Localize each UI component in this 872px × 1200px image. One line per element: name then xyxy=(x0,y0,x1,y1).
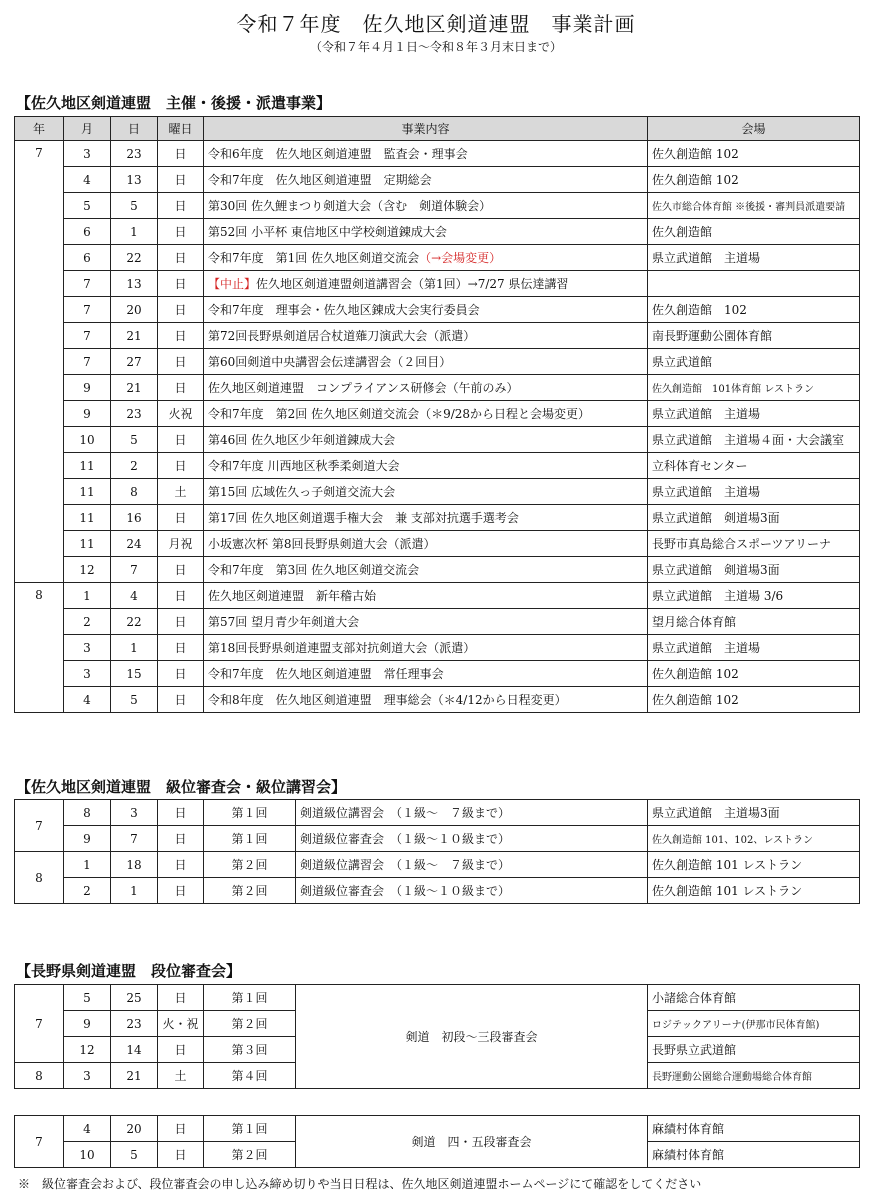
month-cell: 3 xyxy=(64,661,111,687)
day-cell: 20 xyxy=(111,297,158,323)
weekday-cell: 火祝 xyxy=(158,401,204,427)
day-cell: 1 xyxy=(111,878,158,904)
event-text: 令和6年度 佐久地区剣道連盟 監査会・理事会 xyxy=(208,147,468,161)
month-cell: 1 xyxy=(64,852,111,878)
venue-cell: 県立武道館 主道場４面・大会議室 xyxy=(648,427,860,453)
venue-cell: ロジテックアリーナ(伊那市民体育館) xyxy=(648,1011,860,1037)
event-text: 第17回 佐久地区剣道選手権大会 兼 支部対抗選手選考会 xyxy=(208,511,519,525)
event-cell xyxy=(204,661,648,687)
day-cell: 7 xyxy=(111,826,158,852)
event-text: 第46回 佐久地区少年剣道錬成大会 xyxy=(208,433,396,447)
month-cell: 12 xyxy=(64,1037,111,1063)
round-cell: 第２回 xyxy=(204,1011,296,1037)
weekday-cell: 日 xyxy=(158,349,204,375)
month-cell: 9 xyxy=(64,401,111,427)
event-cell xyxy=(204,505,648,531)
venue-cell: 佐久創造館 xyxy=(648,219,860,245)
month-cell: 4 xyxy=(64,1116,111,1142)
section-heading-kyu: 【佐久地区剣道連盟 級位審査会・級位講習会】 xyxy=(16,778,347,796)
col-header-weekday: 曜日 xyxy=(158,117,204,141)
event-cell xyxy=(204,375,648,401)
day-cell: 15 xyxy=(111,661,158,687)
weekday-cell: 日 xyxy=(158,453,204,479)
weekday-cell: 日 xyxy=(158,826,204,852)
weekday-cell: 日 xyxy=(158,271,204,297)
day-cell: 16 xyxy=(111,505,158,531)
month-cell: 5 xyxy=(64,193,111,219)
month-cell: 6 xyxy=(64,245,111,271)
venue-cell: 望月総合体育館 xyxy=(648,609,860,635)
table-row xyxy=(15,141,860,167)
day-cell: 5 xyxy=(111,427,158,453)
venue-cell: 佐久創造館 102 xyxy=(648,297,860,323)
month-cell: 2 xyxy=(64,878,111,904)
table-row xyxy=(15,852,860,878)
col-header-year: 年 xyxy=(15,117,64,141)
year-cell: 8 xyxy=(15,852,64,904)
event-cell xyxy=(204,583,648,609)
day-cell: 4 xyxy=(111,583,158,609)
event-text: 第18回長野県剣道連盟支部対抗剣道大会（派遣） xyxy=(208,641,476,655)
table-row xyxy=(15,375,860,401)
event-text: 令和7年度 第3回 佐久地区剣道交流会 xyxy=(208,563,420,577)
event-cell xyxy=(204,167,648,193)
year-cell: 7 xyxy=(15,800,64,852)
event-text: 第60回剣道中央講習会伝達講習会（２回目） xyxy=(208,355,452,369)
dan-table-a-body xyxy=(15,985,860,1089)
venue-change-note: （→会場変更） xyxy=(419,251,502,265)
event-cell xyxy=(204,141,648,167)
event-text: 佐久地区剣道連盟 新年稽古始 xyxy=(208,589,377,603)
day-cell: 25 xyxy=(111,985,158,1011)
col-header-venue: 会場 xyxy=(648,117,860,141)
round-cell: 第４回 xyxy=(204,1063,296,1089)
day-cell: 21 xyxy=(111,1063,158,1089)
day-cell: 22 xyxy=(111,609,158,635)
event-cell xyxy=(204,401,648,427)
month-cell: 10 xyxy=(64,1142,111,1168)
day-cell: 20 xyxy=(111,1116,158,1142)
col-header-day: 日 xyxy=(111,117,158,141)
weekday-cell: 日 xyxy=(158,583,204,609)
month-cell: 11 xyxy=(64,531,111,557)
event-cell xyxy=(204,557,648,583)
month-cell: 7 xyxy=(64,297,111,323)
day-cell: 5 xyxy=(111,193,158,219)
event-cell xyxy=(204,609,648,635)
cancelled-label: 【中止】 xyxy=(208,277,257,291)
day-cell: 5 xyxy=(111,1142,158,1168)
year-cell: 7 xyxy=(15,985,64,1063)
month-cell: 2 xyxy=(64,609,111,635)
weekday-cell: 日 xyxy=(158,167,204,193)
round-cell: 第１回 xyxy=(204,1116,296,1142)
month-cell: 9 xyxy=(64,826,111,852)
table-row xyxy=(15,193,860,219)
round-cell: 第１回 xyxy=(204,826,296,852)
event-cell: 剣道級位講習会 （１級～ ７級まで） xyxy=(296,852,648,878)
month-cell: 11 xyxy=(64,453,111,479)
weekday-cell: 日 xyxy=(158,1037,204,1063)
day-cell: 21 xyxy=(111,375,158,401)
venue-cell: 佐久創造館 102 xyxy=(648,661,860,687)
table-row xyxy=(15,583,860,609)
event-cell xyxy=(204,349,648,375)
dan-table-a xyxy=(14,984,860,1089)
event-text: 佐久地区剣道連盟 コンプライアンス研修会（午前のみ） xyxy=(208,381,519,395)
round-cell: 第１回 xyxy=(204,800,296,826)
venue-cell: 長野県立武道館 xyxy=(648,1037,860,1063)
month-cell: 4 xyxy=(64,167,111,193)
table-row xyxy=(15,985,860,1011)
month-cell: 1 xyxy=(64,583,111,609)
event-text: 令和7年度 第1回 佐久地区剣道交流会 xyxy=(208,251,420,265)
venue-cell: 県立武道館 剣道場3面 xyxy=(648,557,860,583)
month-cell: 7 xyxy=(64,349,111,375)
day-cell: 18 xyxy=(111,852,158,878)
round-cell: 第３回 xyxy=(204,1037,296,1063)
event-cell xyxy=(204,687,648,713)
table-row xyxy=(15,479,860,505)
venue-cell: 佐久創造館 101 レストラン xyxy=(648,878,860,904)
day-cell: 7 xyxy=(111,557,158,583)
month-cell: 8 xyxy=(64,800,111,826)
event-cell xyxy=(204,427,648,453)
venue-cell: 佐久創造館 102 xyxy=(648,167,860,193)
event-text: 令和7年度 川西地区秋季柔剣道大会 xyxy=(208,459,400,473)
table-row xyxy=(15,505,860,531)
event-cell: 剣道級位講習会 （１級～ ７級まで） xyxy=(296,800,648,826)
month-cell: 5 xyxy=(64,985,111,1011)
venue-cell: 県立武道館 主道場 xyxy=(648,479,860,505)
event-text: 第52回 小平杯 東信地区中学校剣道錬成大会 xyxy=(208,225,447,239)
month-cell: 9 xyxy=(64,1011,111,1037)
event-text: 小坂憲次杯 第8回長野県剣道大会（派遣） xyxy=(208,537,436,551)
event-cell xyxy=(204,245,648,271)
month-cell: 3 xyxy=(64,1063,111,1089)
weekday-cell: 日 xyxy=(158,635,204,661)
venue-cell xyxy=(648,271,860,297)
venue-cell: 佐久市総合体育館 ※後援・審判員派遣要請 xyxy=(648,193,860,219)
weekday-cell: 日 xyxy=(158,1116,204,1142)
weekday-cell: 土 xyxy=(158,479,204,505)
day-cell: 3 xyxy=(111,800,158,826)
page-title: 令和７年度 佐久地区剣道連盟 事業計画 xyxy=(236,12,636,36)
day-cell: 23 xyxy=(111,1011,158,1037)
event-text: 令和7年度 佐久地区剣道連盟 定期総会 xyxy=(208,173,432,187)
table-row xyxy=(15,826,860,852)
page-subtitle: （令和７年４月１日～令和８年３月末日まで） xyxy=(309,40,562,54)
year-cell: 8 xyxy=(15,583,64,713)
weekday-cell: 月祝 xyxy=(158,531,204,557)
table-row xyxy=(15,557,860,583)
day-cell: 8 xyxy=(111,479,158,505)
venue-cell: 県立武道館 剣道場3面 xyxy=(648,505,860,531)
table-row xyxy=(15,661,860,687)
weekday-cell: 日 xyxy=(158,323,204,349)
event-text: 第57回 望月青少年剣道大会 xyxy=(208,615,360,629)
round-cell: 第２回 xyxy=(204,852,296,878)
table-row xyxy=(15,1116,860,1142)
day-cell: 13 xyxy=(111,271,158,297)
event-cell xyxy=(204,453,648,479)
weekday-cell: 火・祝 xyxy=(158,1011,204,1037)
month-cell: 7 xyxy=(64,271,111,297)
table-row xyxy=(15,167,860,193)
venue-cell: 佐久創造館 101、102、レストラン xyxy=(648,826,860,852)
weekday-cell: 日 xyxy=(158,852,204,878)
round-cell: 第１回 xyxy=(204,985,296,1011)
weekday-cell: 日 xyxy=(158,427,204,453)
year-cell: 7 xyxy=(15,1116,64,1168)
event-text: 佐久地区剣道連盟剣道講習会（第1回）→7/27 県伝達講習 xyxy=(256,277,569,291)
day-cell: 13 xyxy=(111,167,158,193)
day-cell: 23 xyxy=(111,141,158,167)
venue-cell: 佐久創造館 102 xyxy=(648,687,860,713)
dan-table-b-body xyxy=(15,1116,860,1168)
event-cell xyxy=(204,635,648,661)
event-cell xyxy=(204,479,648,505)
month-cell: 6 xyxy=(64,219,111,245)
month-cell: 3 xyxy=(64,141,111,167)
event-text: 第72回長野県剣道居合杖道薙刀演武大会（派遣） xyxy=(208,329,476,343)
year-cell: 8 xyxy=(15,1063,64,1089)
table-row xyxy=(15,219,860,245)
year-cell: 7 xyxy=(15,141,64,583)
weekday-cell: 日 xyxy=(158,557,204,583)
event-cell: 剣道 四・五段審査会 xyxy=(296,1116,648,1168)
table-row xyxy=(15,323,860,349)
venue-cell: 佐久創造館 102 xyxy=(648,141,860,167)
table-row xyxy=(15,800,860,826)
round-cell: 第２回 xyxy=(204,1142,296,1168)
weekday-cell: 日 xyxy=(158,219,204,245)
weekday-cell: 日 xyxy=(158,878,204,904)
kyu-table-body xyxy=(15,800,860,904)
event-text: 第15回 広域佐久っ子剣道交流大会 xyxy=(208,485,396,499)
month-cell: 11 xyxy=(64,505,111,531)
weekday-cell: 日 xyxy=(158,141,204,167)
weekday-cell: 日 xyxy=(158,661,204,687)
venue-cell: 小諸総合体育館 xyxy=(648,985,860,1011)
month-cell: 4 xyxy=(64,687,111,713)
table-row xyxy=(15,427,860,453)
weekday-cell: 日 xyxy=(158,297,204,323)
event-cell xyxy=(204,297,648,323)
table-row xyxy=(15,453,860,479)
event-text: 令和7年度 理事会・佐久地区錬成大会実行委員会 xyxy=(208,303,480,317)
table-row xyxy=(15,271,860,297)
venue-cell: 長野運動公園総合運動場総合体育館 xyxy=(648,1063,860,1089)
venue-cell: 長野市真島総合スポーツアリーナ xyxy=(648,531,860,557)
col-header-month: 月 xyxy=(64,117,111,141)
day-cell: 21 xyxy=(111,323,158,349)
event-cell xyxy=(204,323,648,349)
venue-cell: 麻績村体育館 xyxy=(648,1142,860,1168)
event-text: 令和7年度 佐久地区剣道連盟 常任理事会 xyxy=(208,667,444,681)
col-header-event: 事業内容 xyxy=(204,117,648,141)
table-row xyxy=(15,635,860,661)
day-cell: 2 xyxy=(111,453,158,479)
month-cell: 12 xyxy=(64,557,111,583)
kyu-table xyxy=(14,799,860,904)
event-cell xyxy=(204,271,648,297)
weekday-cell: 土 xyxy=(158,1063,204,1089)
weekday-cell: 日 xyxy=(158,193,204,219)
day-cell: 14 xyxy=(111,1037,158,1063)
day-cell: 5 xyxy=(111,687,158,713)
event-cell: 剣道 初段～三段審査会 xyxy=(296,985,648,1089)
venue-cell: 佐久創造館 101 レストラン xyxy=(648,852,860,878)
month-cell: 9 xyxy=(64,375,111,401)
weekday-cell: 日 xyxy=(158,245,204,271)
event-cell xyxy=(204,531,648,557)
event-text: 第30回 佐久鯉まつり剣道大会（含む 剣道体験会） xyxy=(208,199,492,213)
weekday-cell: 日 xyxy=(158,505,204,531)
round-cell: 第２回 xyxy=(204,878,296,904)
day-cell: 1 xyxy=(111,635,158,661)
month-cell: 3 xyxy=(64,635,111,661)
table-row xyxy=(15,687,860,713)
events-table xyxy=(14,116,860,713)
month-cell: 10 xyxy=(64,427,111,453)
day-cell: 27 xyxy=(111,349,158,375)
table-row xyxy=(15,401,860,427)
weekday-cell: 日 xyxy=(158,609,204,635)
event-text: 令和7年度 第2回 佐久地区剣道交流会（＊9/28から日程と会場変更） xyxy=(208,407,591,421)
events-table-body xyxy=(15,141,860,713)
footer-note: ※ 級位審査会および、段位審査会の申し込み締め切りや当日日程は、佐久地区剣道連盟ホームページにて確認をしてください xyxy=(18,1177,702,1191)
day-cell: 24 xyxy=(111,531,158,557)
venue-cell: 県立武道館 主道場 xyxy=(648,635,860,661)
table-row xyxy=(15,609,860,635)
venue-cell: 佐久創造館 101体育館 レストラン xyxy=(648,375,860,401)
day-cell: 23 xyxy=(111,401,158,427)
weekday-cell: 日 xyxy=(158,687,204,713)
table-row xyxy=(15,531,860,557)
event-cell xyxy=(204,219,648,245)
weekday-cell: 日 xyxy=(158,800,204,826)
venue-cell: 県立武道館 xyxy=(648,349,860,375)
event-cell: 剣道級位審査会 （１級～１０級まで） xyxy=(296,878,648,904)
month-cell: 7 xyxy=(64,323,111,349)
dan-table-b xyxy=(14,1115,860,1168)
event-cell: 剣道級位審査会 （１級～１０級まで） xyxy=(296,826,648,852)
table-row xyxy=(15,245,860,271)
weekday-cell: 日 xyxy=(158,985,204,1011)
table-row xyxy=(15,297,860,323)
venue-cell: 県立武道館 主道場 xyxy=(648,401,860,427)
table-row xyxy=(15,878,860,904)
day-cell: 1 xyxy=(111,219,158,245)
venue-cell: 立科体育センター xyxy=(648,453,860,479)
events-table-header xyxy=(15,117,860,141)
event-cell xyxy=(204,193,648,219)
venue-cell: 県立武道館 主道場3面 xyxy=(648,800,860,826)
weekday-cell: 日 xyxy=(158,1142,204,1168)
weekday-cell: 日 xyxy=(158,375,204,401)
table-row xyxy=(15,349,860,375)
venue-cell: 南長野運動公園体育館 xyxy=(648,323,860,349)
day-cell: 22 xyxy=(111,245,158,271)
venue-cell: 県立武道館 主道場 xyxy=(648,245,860,271)
section-heading-events: 【佐久地区剣道連盟 主催・後援・派遣事業】 xyxy=(16,94,332,112)
venue-cell: 麻績村体育館 xyxy=(648,1116,860,1142)
section-heading-dan: 【長野県剣道連盟 段位審査会】 xyxy=(16,962,242,980)
event-text: 令和8年度 佐久地区剣道連盟 理事総会（＊4/12から日程変更） xyxy=(208,693,567,707)
month-cell: 11 xyxy=(64,479,111,505)
venue-cell: 県立武道館 主道場 3/6 xyxy=(648,583,860,609)
